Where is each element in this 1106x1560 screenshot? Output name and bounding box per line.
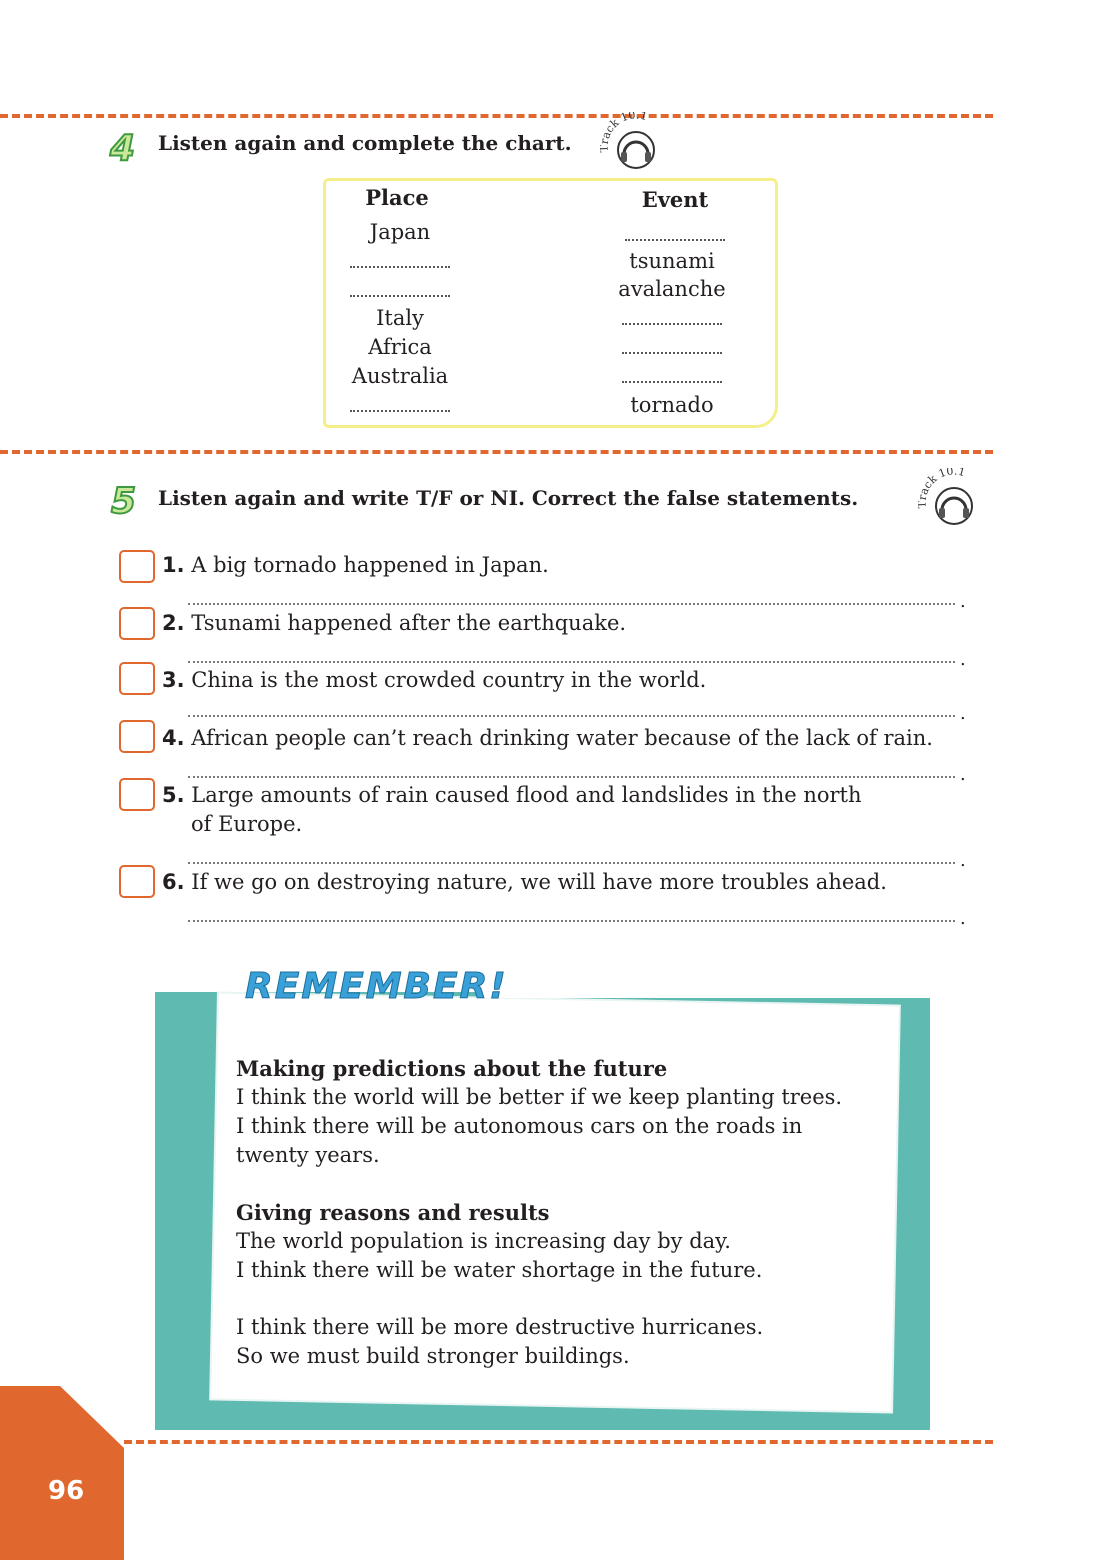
line-period: .	[960, 850, 966, 871]
remember-line: I think there will be water shortage in the future.	[236, 1258, 763, 1282]
exercise-4-instruction: Listen again and complete the chart.	[158, 131, 572, 155]
event-blank[interactable]	[572, 306, 772, 330]
line-period: .	[960, 908, 966, 929]
place-cell: Africa	[368, 335, 432, 359]
exercise-5-instruction: Listen again and write T/F or NI. Correct the false statements.	[158, 486, 859, 510]
remember-title: REMEMBER!	[245, 966, 508, 1007]
correction-line-5[interactable]	[188, 862, 955, 864]
event-cell: avalanche	[618, 277, 726, 301]
tf-answer-box-3[interactable]	[119, 662, 155, 695]
place-header: Place	[365, 185, 429, 210]
place-cell: Australia	[351, 364, 449, 388]
remember-heading: Making predictions about the future	[236, 1056, 668, 1081]
exercise-5-number: 5	[111, 481, 137, 522]
headphones-icon[interactable]	[918, 468, 990, 530]
remember-section-predictions	[236, 1054, 842, 1170]
remember-title-gap	[480, 992, 930, 998]
event-header: Event	[641, 187, 709, 212]
remember-heading: Giving reasons and results	[236, 1200, 550, 1225]
remember-section-results	[236, 1313, 763, 1371]
remember-line: I think there will be more destructive hurricanes.	[236, 1315, 764, 1339]
tf-answer-box-1[interactable]	[119, 550, 155, 583]
remember-line: I think the world will be better if we keep planting trees.	[236, 1085, 843, 1109]
remember-line: twenty years.	[236, 1143, 380, 1167]
event-cell: tsunami	[629, 249, 715, 273]
place-blank[interactable]	[300, 249, 500, 273]
remember-section-reasons	[236, 1198, 762, 1285]
tf-answer-box-6[interactable]	[119, 865, 155, 898]
place-blank[interactable]	[300, 393, 500, 417]
headphones-icon[interactable]	[600, 112, 672, 174]
event-blank[interactable]	[572, 335, 772, 359]
correction-line-1[interactable]	[188, 603, 955, 605]
remember-line: So we must build stronger buildings.	[236, 1344, 630, 1368]
exercise-4-number: 4	[110, 128, 136, 169]
line-period: .	[960, 649, 966, 670]
line-period: .	[960, 764, 966, 785]
line-period: .	[960, 703, 966, 724]
statement-1: 1. A big tornado happened in Japan.	[162, 553, 549, 577]
tf-answer-box-5[interactable]	[119, 778, 155, 811]
divider-middle	[0, 450, 993, 454]
event-cell: tornado	[630, 393, 714, 417]
divider-bottom	[124, 1440, 993, 1444]
statement-3: 3. China is the most crowded country in the world.	[162, 668, 707, 692]
track-label: ack 10.1	[918, 468, 967, 497]
statement-6: 6. If we go on destroying nature, we will have more troubles ahead.	[162, 870, 887, 894]
track-label: ack 10.1	[600, 112, 649, 141]
page-number: 96	[48, 1476, 85, 1506]
correction-line-2[interactable]	[188, 661, 955, 663]
statement-5: 5. Large amounts of rain caused flood and landslides in the north of Europe.	[162, 783, 862, 836]
divider-top	[0, 114, 993, 118]
place-cell: Japan	[369, 220, 431, 244]
tf-answer-box-2[interactable]	[119, 607, 155, 640]
event-blank[interactable]	[575, 222, 775, 246]
place-event-chart	[323, 178, 778, 428]
correction-line-4[interactable]	[188, 776, 955, 778]
statement-2: 2. Tsunami happened after the earthquake.	[162, 611, 627, 635]
line-period: .	[960, 591, 966, 612]
tf-answer-box-4[interactable]	[119, 720, 155, 753]
place-blank[interactable]	[300, 278, 500, 302]
remember-line: I think there will be autonomous cars on the roads in	[236, 1114, 803, 1138]
remember-line: The world population is increasing day by day.	[236, 1229, 731, 1253]
statement-4: 4. African people can’t reach drinking water because of the lack of rain.	[162, 726, 933, 750]
place-cell: Italy	[376, 306, 424, 330]
page-corner	[0, 1386, 124, 1560]
correction-line-3[interactable]	[188, 715, 955, 717]
event-blank[interactable]	[572, 364, 772, 388]
correction-line-6[interactable]	[188, 920, 955, 922]
